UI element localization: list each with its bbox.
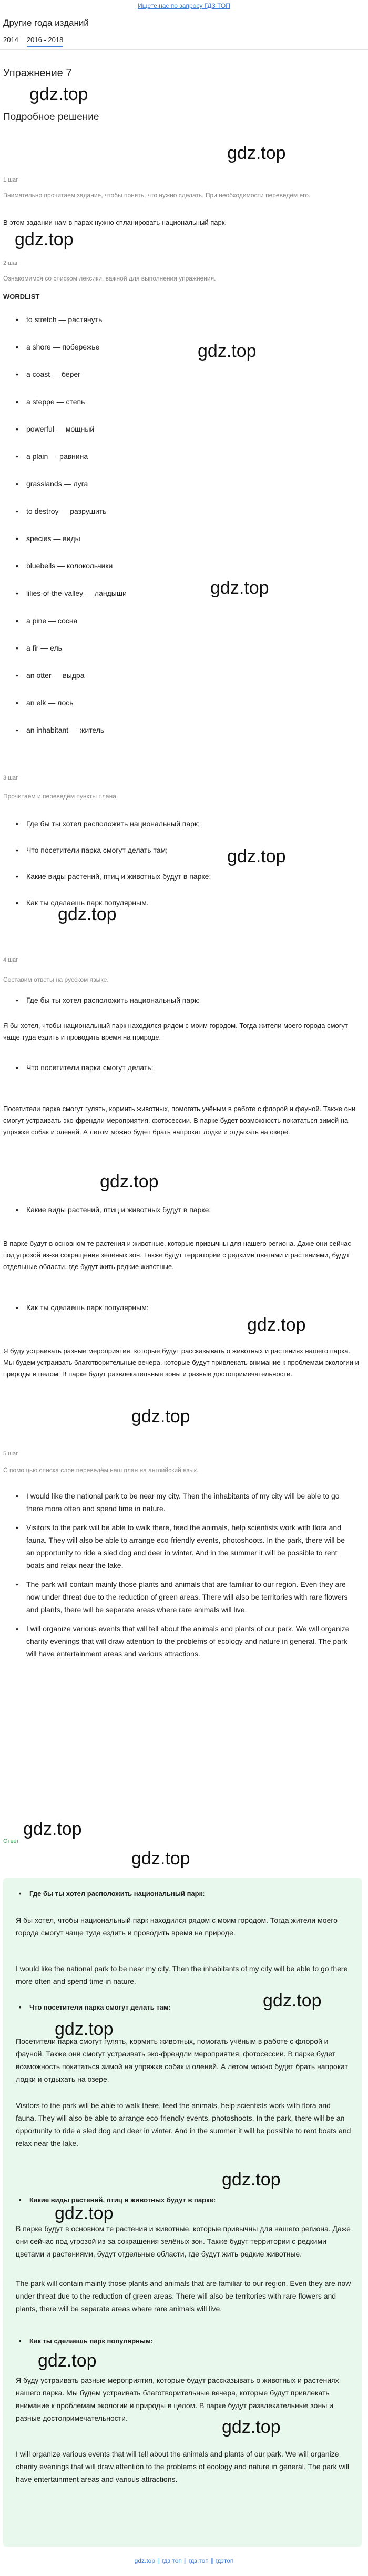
step1-hint: Внимательно прочитаем задание, чтобы понять, что нужно сделать. При необходимости переведём его. <box>3 192 311 199</box>
list-item: • a plain — равнина <box>16 451 127 478</box>
watermark: gdz.top <box>55 2019 114 2039</box>
list-item: • an inhabitant — житель <box>16 724 127 752</box>
top-link[interactable]: Ищете нас по запросу ГДЗ ТОП <box>138 2 230 9</box>
answer-a4-en: I will organize various events that will tell about the animals and plants of our park. We will organize charity evenings that will draw attention to the problems of ecology and nature in general. The park will have entertainment areas and various attractions. <box>16 2450 349 2483</box>
watermark: gdz.top <box>55 2203 114 2223</box>
answer-a3-ru: В парке будут в основном те растения и животные, которые привычны для нашего региона. Даже они сейчас под угрозой из-за сокращения зелёных зон. Также будут территории с редкими цветами и растениями, будут отдельные области, где будут жить редкие животные. <box>16 2224 351 2258</box>
english-list <box>16 1490 352 1666</box>
exercise-title: Упражнение 7 <box>3 67 72 79</box>
answer-a3-en: The park will contain mainly those plants and animals that are familiar to our region. Even they are now under threat due to the reduction of green areas. There will also be territories with rare flowers and plants, there will be separate areas where rare animals will live. <box>16 2279 351 2313</box>
footer-links[interactable]: gdz.top ∥ гдз топ ∥ гдз.топ ∥ гдзтоп <box>134 2557 234 2564</box>
watermark: gdz.top <box>58 904 117 924</box>
answer-label: Ответ <box>3 1838 19 1844</box>
watermark: gdz.top <box>227 143 286 163</box>
watermark: gdz.top <box>15 229 74 249</box>
watermark: gdz.top <box>23 1819 82 1839</box>
answer-q2-heading: • Что посетители парка смогут делать там: <box>19 2003 171 2011</box>
list-item: • Как ты сделаешь парк популярным. <box>16 897 211 923</box>
list-item: • to stretch — растянуть <box>16 314 127 341</box>
list-item: • species — виды <box>16 533 127 560</box>
list-item: • I would like the national park to be near my city. Then the inhabitants of my city will be able to go there more often and spend time in nature. <box>16 1490 352 1515</box>
answer-a2-en: Visitors to the park will be able to walk there, feed the animals, help scientists work with flora and fauna. They will also be able to arrange eco-friendly events, photoshoots. In the park, there will be an opportunity to ride a sled dog and deer in winter. And in the summer it will be possible to rent boats and relax near the lake. <box>16 2101 351 2148</box>
answer-a1-en: I would like the national park to be near my city. Then the inhabitants of my city will be able to go there more often and spend time in nature. <box>16 1964 348 1985</box>
answer-a1-ru: Я бы хотел, чтобы национальный парк находился рядом с моим городом. Тогда жители моего города смогут чаще туда ездить и проводить время на природе. <box>16 1916 338 1937</box>
list-item: • bluebells — колокольчики <box>16 560 127 587</box>
a2-ru: Посетители парка смогут гулять, кормить животных, помогать учёным в работе с флорой и фауной. Также они смогут устраивать эко-френдли мероприятия, фотосессии. В парке будет возможность покататься зимой на упряжке собак и оленей. А летом можно будет брать напрокат лодки и отдыхать на озере. <box>3 1105 356 1136</box>
answer-a2-ru: Посетители парка смогут гулять, кормить животных, помогать учёным в работе с флорой и фауной. Также они смогут устраивать эко-френдли мероприятия, фотосессии. В парке будет возможность покататься зимой на упряжке собак и оленей. А летом можно будет брать напрокат лодки и отдыхать на озере. <box>16 2037 349 2083</box>
tab-2016-2018[interactable]: 2016 - 2018 <box>27 36 63 47</box>
step-label: 3 шаг <box>3 775 18 781</box>
answer-q3-heading: • Какие виды растений, птиц и животных будут в парке: <box>19 2196 216 2204</box>
list-item: • lilies-of-the-valley — ландыши <box>16 587 127 615</box>
list-item: • Какие виды растений, птиц и животных будут в парке; <box>16 871 211 897</box>
watermark: gdz.top <box>227 846 286 866</box>
q4-heading: • Как ты сделаешь парк популярным: <box>16 1303 149 1312</box>
step-label: 5 шаг <box>3 1451 18 1457</box>
step3-hint: Прочитаем и переведём пункты плана. <box>3 793 118 800</box>
watermark: gdz.top <box>222 2417 281 2437</box>
list-item: • powerful — мощный <box>16 423 127 451</box>
watermark: gdz.top <box>131 1849 190 1869</box>
answer-q4-heading: • Как ты сделаешь парк популярным: <box>19 2337 153 2345</box>
step1-text: В этом задании нам в парах нужно спланировать национальный парк. <box>3 218 227 226</box>
list-item: • Что посетители парка смогут делать там; <box>16 844 211 871</box>
watermark: gdz.top <box>38 2351 97 2371</box>
solution-title: Подробное решение <box>3 112 99 123</box>
step-label: 4 шаг <box>3 957 18 963</box>
editions-title: Другие года изданий <box>3 18 89 28</box>
step2-hint: Ознакомимся со списком лексики, важной для выполнения упражнения. <box>3 275 216 282</box>
watermark: gdz.top <box>29 84 88 104</box>
list-item: • Visitors to the park will be able to walk there, feed the animals, help scientists work with flora and fauna. They will also be able to arrange eco-friendly events, photoshoots. In the park, there will be an opportunity to ride a sled dog and deer in winter. And in the summer it will be possible to rent boats and relax near the lake. <box>16 1521 352 1572</box>
list-item: • a shore — побережье <box>16 341 127 368</box>
edition-tabs <box>3 36 63 47</box>
watermark: gdz.top <box>198 341 257 361</box>
list-item: • to destroy — разрушить <box>16 505 127 533</box>
a4-ru: Я буду устраивать разные мероприятия, которые будут рассказывать о животных и растениях нашего парка. Мы будем устраивать благотворительные вечера, которые будут привлекать внимание к проблемам экологии и природы в целом. В парке будут развлекательные зоны и разные достопримечательности. <box>3 1347 359 1378</box>
q1-heading: • Где бы ты хотел расположить национальный парк: <box>16 996 200 1004</box>
list-item: • I will organize various events that will tell about the animals and plants of our park. We will organize charity evenings that will draw attention to the problems of ecology and nature in general. The park will have entertainment areas and various attractions. <box>16 1622 352 1660</box>
watermark: gdz.top <box>263 1991 322 2011</box>
q2-heading: • Что посетители парка смогут делать: <box>16 1063 153 1072</box>
watermark: gdz.top <box>131 1406 190 1426</box>
list-item: • a pine — сосна <box>16 615 127 642</box>
list-item: • a coast — берег <box>16 368 127 396</box>
step5-hint: С помощью списка слов переведём наш план на английский язык. <box>3 1466 199 1474</box>
answer-a4-ru: Я буду устраивать разные мероприятия, которые будут рассказывать о животных и растениях нашего парка. Мы будем устраивать благотворительные вечера, которые будут привлекать внимание к проблемам экологии и природы в целом. В парке будут развлекательные зоны и разные достопримечательности. <box>16 2376 339 2422</box>
watermark: gdz.top <box>247 1315 306 1335</box>
list-item: • The park will contain mainly those plants and animals that are familiar to our region. Even they are now under threat due to the reduction of green areas. There will also be territories with rare flowers and plants, there will be separate areas where rare animals will live. <box>16 1578 352 1616</box>
word-list <box>16 314 127 752</box>
step4-hint: Составим ответы на русском языке. <box>3 976 109 983</box>
wordlist-title: WORDLIST <box>3 293 40 301</box>
watermark: gdz.top <box>210 578 269 598</box>
top-banner <box>0 0 368 14</box>
list-item: • Где бы ты хотел расположить национальный парк; <box>16 818 211 844</box>
step-label: 2 шаг <box>3 260 18 266</box>
list-item: • an otter — выдра <box>16 670 127 697</box>
watermark: gdz.top <box>100 1172 159 1192</box>
watermark: gdz.top <box>222 2170 281 2190</box>
list-item: • an elk — лось <box>16 697 127 724</box>
tabs-divider <box>0 49 368 50</box>
answer-q1-heading: • Где бы ты хотел расположить национальный парк: <box>19 1890 205 1898</box>
step-label: 1 шаг <box>3 177 18 183</box>
list-item: • a steppe — степь <box>16 396 127 423</box>
list-item: • a fir — ель <box>16 642 127 670</box>
q3-heading: • Какие виды растений, птиц и животных будут в парке: <box>16 1205 211 1214</box>
list-item: • grasslands — луга <box>16 478 127 505</box>
tab-2014[interactable]: 2014 <box>3 36 18 44</box>
a1-ru: Я бы хотел, чтобы национальный парк находился рядом с моим городом. Тогда жители моего города смогут чаще туда ездить и проводить время на природе. <box>3 1022 348 1041</box>
a3-ru: В парке будут в основном те растения и животные, которые привычны для нашего региона. Даже они сейчас под угрозой из-за сокращения зелёных зон. Также будут территории с редкими цветами и растениями, будут отдельные области, где будут жить редкие животные. <box>3 1240 351 1271</box>
